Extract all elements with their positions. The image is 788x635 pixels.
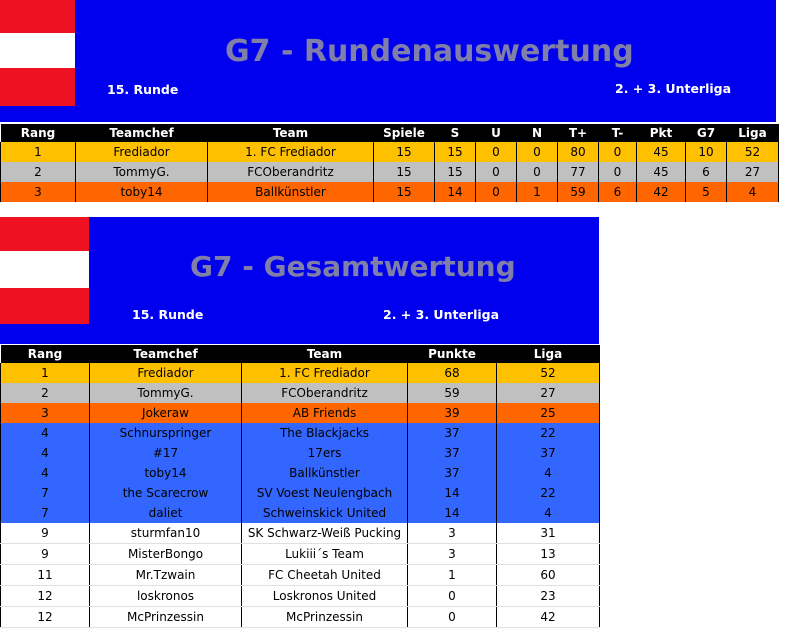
cell-rang: 4 — [1, 423, 90, 443]
overall-title: G7 - Gesamtwertung — [190, 250, 516, 283]
cell-teamchef: toby14 — [90, 463, 242, 483]
cell-team: McPrinzessin — [242, 607, 408, 628]
col-teamchef: Teamchef — [90, 345, 242, 363]
cell-rang: 9 — [1, 523, 90, 544]
cell-team: The Blackjacks — [242, 423, 408, 443]
cell-liga: 4 — [497, 463, 600, 483]
col-tplus: T+ — [558, 124, 599, 142]
table-row: 3 toby14 Ballkünstler 15 14 0 1 59 6 42 5 4 — [1, 182, 779, 202]
table-row — [1, 503, 600, 523]
col-g7: G7 — [686, 124, 727, 142]
table-row — [1, 463, 600, 483]
col-rang: Rang — [1, 345, 90, 363]
col-liga: Liga — [727, 124, 779, 142]
col-pkt: Pkt — [637, 124, 686, 142]
cell-punkte: 1 — [408, 565, 497, 586]
col-u: U — [476, 124, 517, 142]
cell-team: Ballkünstler — [242, 463, 408, 483]
round-header-panel — [0, 0, 776, 122]
table-row — [1, 523, 600, 544]
cell-team: SK Schwarz-Weiß Pucking — [242, 523, 408, 544]
table-row — [1, 403, 600, 423]
col-s: S — [435, 124, 476, 142]
cell-team: Loskronos United — [242, 586, 408, 607]
cell-punkte: 14 — [408, 503, 497, 523]
cell-liga: 37 — [497, 443, 600, 463]
cell-teamchef: the Scarecrow — [90, 483, 242, 503]
round-results-table — [0, 124, 779, 202]
cell-team: AB Friends — [242, 403, 408, 423]
col-liga: Liga — [497, 345, 600, 363]
cell-punkte: 68 — [408, 363, 497, 383]
cell-team: Lukiii´s Team — [242, 544, 408, 565]
cell-rang: 4 — [1, 443, 90, 463]
table-row — [1, 544, 600, 565]
table-row — [1, 586, 600, 607]
cell-team: Schweinskick United — [242, 503, 408, 523]
cell-punkte: 3 — [408, 523, 497, 544]
cell-liga: 13 — [497, 544, 600, 565]
table-row — [1, 443, 600, 463]
cell-rang: 12 — [1, 607, 90, 628]
overall-results-table — [0, 345, 600, 628]
cell-teamchef: MisterBongo — [90, 544, 242, 565]
cell-liga: 4 — [497, 503, 600, 523]
cell-rang: 1 — [1, 363, 90, 383]
cell-liga: 22 — [497, 423, 600, 443]
overall-header-panel — [0, 217, 599, 344]
cell-punkte: 59 — [408, 383, 497, 403]
table-row — [1, 607, 600, 628]
cell-punkte: 37 — [408, 463, 497, 483]
cell-liga: 60 — [497, 565, 600, 586]
col-team: Team — [208, 124, 374, 142]
col-teamchef: Teamchef — [76, 124, 208, 142]
round-title: G7 - Rundenauswertung — [225, 34, 634, 69]
austria-flag-2 — [0, 217, 89, 324]
col-team: Team — [242, 345, 408, 363]
cell-team: FCOberandritz — [242, 383, 408, 403]
cell-rang: 4 — [1, 463, 90, 483]
cell-punkte: 37 — [408, 443, 497, 463]
cell-teamchef: daliet — [90, 503, 242, 523]
cell-liga: 42 — [497, 607, 600, 628]
cell-rang: 3 — [1, 403, 90, 423]
cell-punkte: 0 — [408, 586, 497, 607]
table-row: 2 TommyG. FCOberandritz 15 15 0 0 77 0 45 6 27 — [1, 162, 779, 182]
round-number-1: 15. Runde — [107, 82, 179, 97]
cell-punkte: 39 — [408, 403, 497, 423]
cell-teamchef: McPrinzessin — [90, 607, 242, 628]
cell-punkte: 37 — [408, 423, 497, 443]
cell-team: 17ers — [242, 443, 408, 463]
cell-teamchef: loskronos — [90, 586, 242, 607]
cell-teamchef: sturmfan10 — [90, 523, 242, 544]
table-row — [1, 565, 600, 586]
col-rang: Rang — [1, 124, 76, 142]
col-tminus: T- — [599, 124, 637, 142]
cell-rang: 9 — [1, 544, 90, 565]
cell-team: SV Voest Neulengbach — [242, 483, 408, 503]
table-row — [1, 483, 600, 503]
col-spiele: Spiele — [374, 124, 435, 142]
cell-teamchef: Jokeraw — [90, 403, 242, 423]
table-row — [1, 423, 600, 443]
league-label-1: 2. + 3. Unterliga — [615, 81, 732, 96]
cell-punkte: 3 — [408, 544, 497, 565]
cell-punkte: 0 — [408, 607, 497, 628]
cell-rang: 11 — [1, 565, 90, 586]
cell-liga: 27 — [497, 383, 600, 403]
cell-team: FC Cheetah United — [242, 565, 408, 586]
cell-rang: 12 — [1, 586, 90, 607]
league-label-2: 2. + 3. Unterliga — [383, 307, 500, 322]
cell-liga: 52 — [497, 363, 600, 383]
cell-liga: 25 — [497, 403, 600, 423]
cell-rang: 7 — [1, 483, 90, 503]
col-n: N — [517, 124, 558, 142]
cell-teamchef: TommyG. — [90, 383, 242, 403]
cell-rang: 7 — [1, 503, 90, 523]
table-row — [1, 363, 600, 383]
table-header-row — [1, 345, 600, 363]
cell-teamchef: Mr.Tzwain — [90, 565, 242, 586]
cell-liga: 31 — [497, 523, 600, 544]
col-punkte: Punkte — [408, 345, 497, 363]
round-number-2: 15. Runde — [132, 307, 204, 322]
cell-teamchef: Schnurspringer — [90, 423, 242, 443]
cell-teamchef: #17 — [90, 443, 242, 463]
cell-team: 1. FC Frediador — [242, 363, 408, 383]
table-header-row — [1, 124, 779, 142]
cell-liga: 22 — [497, 483, 600, 503]
cell-rang: 2 — [1, 383, 90, 403]
table-row — [1, 383, 600, 403]
cell-teamchef: Frediador — [90, 363, 242, 383]
table-row: 1 Frediador 1. FC Frediador 15 15 0 0 80 0 45 10 52 — [1, 142, 779, 162]
austria-flag-1 — [0, 0, 75, 106]
cell-liga: 23 — [497, 586, 600, 607]
cell-punkte: 14 — [408, 483, 497, 503]
